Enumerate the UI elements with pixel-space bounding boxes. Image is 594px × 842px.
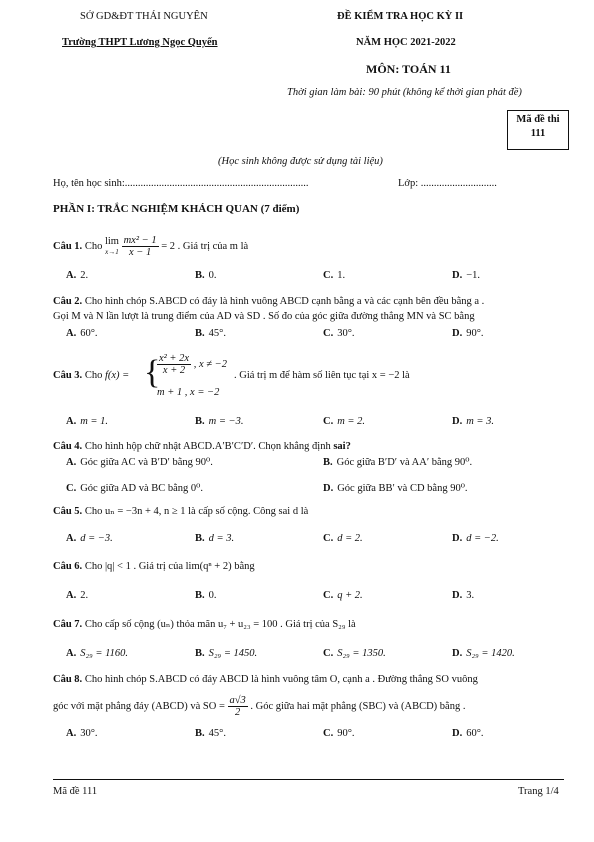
question-2-label: Câu 2. [53,296,83,307]
class-line: Lớp: ............................. [398,178,497,189]
q5-option-a[interactable]: A. d = −3. [66,533,113,544]
duration: Thời gian làm bài: 90 phút (không kể thời gian phát đề) [287,87,522,98]
section-title: PHẦN I: TRẮC NGHIỆM KHÁCH QUAN (7 điểm) [53,203,300,215]
footer-divider [53,779,564,780]
footer-page-number: Trang 1/4 [518,786,559,797]
q7-option-c[interactable]: C. S₂₉ = 1350. [323,648,386,659]
question-8-line2-post: . Góc giữa hai mặt phẳng (SBC) và (ABCD) bằng . [250,700,466,712]
q4-option-a[interactable]: A. Góc giữa AC và B′D′ bằng 90⁰. [66,457,213,468]
question-2 [53,295,484,309]
question-8 [53,673,478,687]
question-5-text: Cho uₙ = −3n + 4, n ≥ 1 là cấp số cộng. Công sai d là [84,506,309,517]
q8-option-a[interactable]: A. 30°. [66,728,98,739]
note: (Học sinh không được sử dụng tài liệu) [218,156,383,167]
question-3-pre: Cho [84,370,103,381]
question-8-line2 [53,695,465,718]
question-2-line2: Gọi M và N lần lượt là trung điểm của AD và SD . Số đo của góc giữa đường thẳng MN và SC bằng [53,311,475,322]
q4-option-d[interactable]: D. Góc giữa BB′ và CD bằng 90⁰. [323,483,468,494]
question-1-post: = 2 . Giá trị của m là [161,240,249,252]
q2-option-d[interactable]: D. 90°. [452,328,484,339]
case-1-condition: , x ≠ −2 [193,358,227,370]
numerator: mx² − 1 [123,235,157,246]
question-1-pre: Cho [84,240,103,252]
q1-option-b[interactable]: B. 0. [195,270,217,281]
student-name-line: Họ, tên học sinh:...................................................................... [53,178,309,189]
case-1-numerator: x² + 2x [159,353,190,364]
piecewise-brace: { [144,354,161,391]
question-8-line2-pre: góc với mặt phẳng đáy (ABCD) và SO = [53,700,225,712]
limit [105,237,119,257]
exam-title: ĐỀ KIỂM TRA HỌC KỲ II [337,11,464,22]
q2-option-b[interactable]: B. 45°. [195,328,226,339]
question-7-text: Cho cấp số cộng (uₙ) thỏa mãn u₇ + u₂₃ = 100 . Giá trị của S₂₉ là [84,619,356,630]
q1-option-c[interactable]: C. 1. [323,270,346,281]
q8-option-b[interactable]: B. 45°. [195,728,226,739]
q3-option-b[interactable]: B. m = −3. [195,416,244,427]
question-3-post: . Giá trị m để hàm số liên tục tại x = −2 là [234,370,410,381]
case-2: m + 1 , x = −2 [157,387,220,398]
question-6-text: Cho |q| < 1 . Giá trị của lim(qⁿ + 2) bằng [84,561,255,572]
school-name: Trường THPT Lương Ngọc Quyến [62,37,218,48]
limit-word: lim [104,235,119,247]
function-f: f(x) = [104,370,130,381]
q6-option-d[interactable]: D. 3. [452,590,475,601]
q8-option-c[interactable]: C. 90°. [323,728,355,739]
q5-option-b[interactable]: B. d = 3. [195,533,235,544]
denominator: x − 1 [128,247,152,258]
exam-code-value: 111 [530,128,546,139]
fraction-8 [228,695,248,718]
exam-code-box [507,110,569,150]
question-6-label: Câu 6. [53,561,83,572]
question-8-line1: Cho hình chóp S.ABCD có đáy ABCD là hình vuông tâm O, cạnh a . Đường thẳng SO vuông [84,674,478,685]
question-8-label: Câu 8. [53,674,83,685]
exam-code-label: Mã đề thi [516,114,560,125]
school-year: NĂM HỌC 2021-2022 [356,37,456,48]
numerator: a√3 [229,695,246,706]
question-3-label: Câu 3. [53,370,83,381]
question-2-line1: Cho hình chóp S.ABCD có đáy là hình vuông ABCD cạnh bằng a và các cạnh bên đều bằng a . [84,296,485,307]
q5-option-c[interactable]: C. d = 2. [323,533,363,544]
q5-option-d[interactable]: D. d = −2. [452,533,499,544]
q8-option-d[interactable]: D. 60°. [452,728,484,739]
department-name: SỞ GD&ĐT THÁI NGUYÊN [80,11,208,22]
question-1-label: Câu 1. [53,240,83,252]
q4-option-c[interactable]: C. Góc giữa AD và BC bằng 0⁰. [66,483,203,494]
question-4-label: Câu 4. [53,441,83,452]
denominator: 2 [235,707,241,718]
subject: MÔN: TOÁN 11 [366,62,451,76]
question-7-label: Câu 7. [53,619,83,630]
question-5 [53,505,308,519]
question-5-label: Câu 5. [53,506,83,517]
question-4-emphasis: sai? [333,441,351,452]
case-1 [157,353,227,376]
q6-option-a[interactable]: A. 2. [66,590,89,601]
question-1 [53,235,248,258]
limit-sub: x→1 [105,247,119,256]
footer-exam-code: Mã đề 111 [53,786,98,797]
q1-option-d[interactable]: D. −1. [452,270,481,281]
q4-option-b[interactable]: B. Góc giữa B′D′ và AA′ bằng 90⁰. [323,457,473,468]
q6-option-b[interactable]: B. 0. [195,590,217,601]
q2-option-c[interactable]: C. 30°. [323,328,355,339]
q6-option-c[interactable]: C. q + 2. [323,590,363,601]
question-6 [53,560,255,574]
q3-option-a[interactable]: A. m = 1. [66,416,109,427]
q7-option-b[interactable]: B. S₂₉ = 1450. [195,648,258,659]
q2-option-a[interactable]: A. 60°. [66,328,98,339]
fraction-1 [122,235,159,258]
case-1-denominator: x + 2 [162,365,186,376]
q7-option-d[interactable]: D. S₂₉ = 1420. [452,648,515,659]
q7-option-a[interactable]: A. S₂₉ = 1160. [66,648,128,659]
q3-option-c[interactable]: C. m = 2. [323,416,366,427]
question-4-text: Cho hình hộp chữ nhật ABCD.A′B′C′D′. Chọn khẳng định [84,441,331,452]
question-4 [53,440,351,454]
q3-option-d[interactable]: D. m = 3. [452,416,495,427]
case-1-fraction [157,353,191,376]
q1-option-a[interactable]: A. 2. [66,270,89,281]
question-7 [53,618,356,632]
